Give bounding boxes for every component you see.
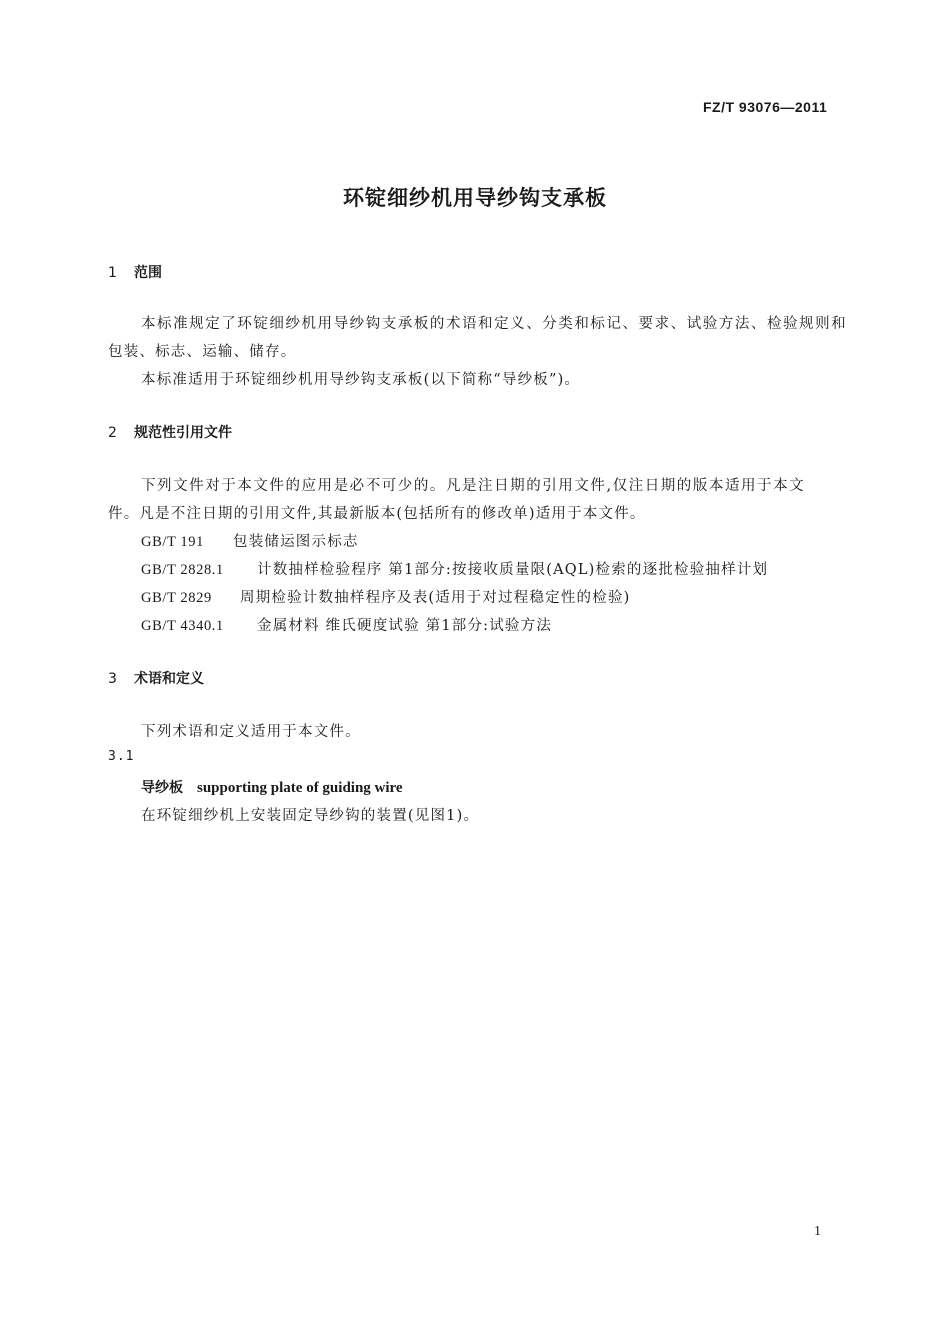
section-title: 规范性引用文件 <box>134 425 232 441</box>
standard-code: FZ/T 93076—2011 <box>703 99 828 115</box>
section-number: 1 <box>108 265 117 281</box>
section-1-heading <box>108 262 162 282</box>
reference-title: 包装储运图示标志 <box>233 534 359 550</box>
section-title: 范围 <box>134 265 162 281</box>
paragraph: 包装、标志、运输、储存。 <box>108 344 297 360</box>
reference-item <box>141 558 768 579</box>
section-2-heading <box>108 422 232 442</box>
section-3-heading <box>108 668 204 688</box>
paragraph: 下列文件对于本文件的应用是必不可少的。凡是注日期的引用文件,仅注日期的版本适用于本文 <box>141 478 806 494</box>
reference-code: GB/T 2828.1 <box>141 562 224 578</box>
reference-item <box>141 586 631 607</box>
term-definition: 在环锭细纱机上安装固定导纱钩的装置(见图1)。 <box>141 808 480 824</box>
term-name-en: supporting plate of guiding wire <box>197 780 403 796</box>
reference-code: GB/T 4340.1 <box>141 618 224 634</box>
reference-code: GB/T 191 <box>141 534 204 550</box>
paragraph: 下列术语和定义适用于本文件。 <box>141 724 361 740</box>
document-title: 环锭细纱机用导纱钩支承板 <box>343 186 607 210</box>
paragraph: 本标准规定了环锭细纱机用导纱钩支承板的术语和定义、分类和标记、要求、试验方法、检验规则和 <box>141 316 848 332</box>
reference-item <box>141 530 359 551</box>
term-name-cn: 导纱板 <box>141 780 183 796</box>
paragraph: 件。凡是不注日期的引用文件,其最新版本(包括所有的修改单)适用于本文件。 <box>108 506 646 522</box>
paragraph: 本标准适用于环锭细纱机用导纱钩支承板(以下简称“导纱板”)。 <box>141 372 581 388</box>
section-title: 术语和定义 <box>134 671 204 687</box>
reference-title: 计数抽样检验程序 第1部分:按接收质量限(AQL)检索的逐批检验抽样计划 <box>257 562 769 578</box>
reference-title: 周期检验计数抽样程序及表(适用于对过程稳定性的检验) <box>240 590 631 606</box>
reference-item <box>141 614 552 635</box>
section-number: 2 <box>108 425 117 441</box>
reference-code: GB/T 2829 <box>141 590 212 606</box>
page-number: 1 <box>814 1224 821 1239</box>
term-entry <box>141 777 403 797</box>
section-number: 3 <box>108 671 117 687</box>
term-number: 3.1 <box>108 749 135 764</box>
reference-title: 金属材料 维氏硬度试验 第1部分:试验方法 <box>257 618 553 634</box>
